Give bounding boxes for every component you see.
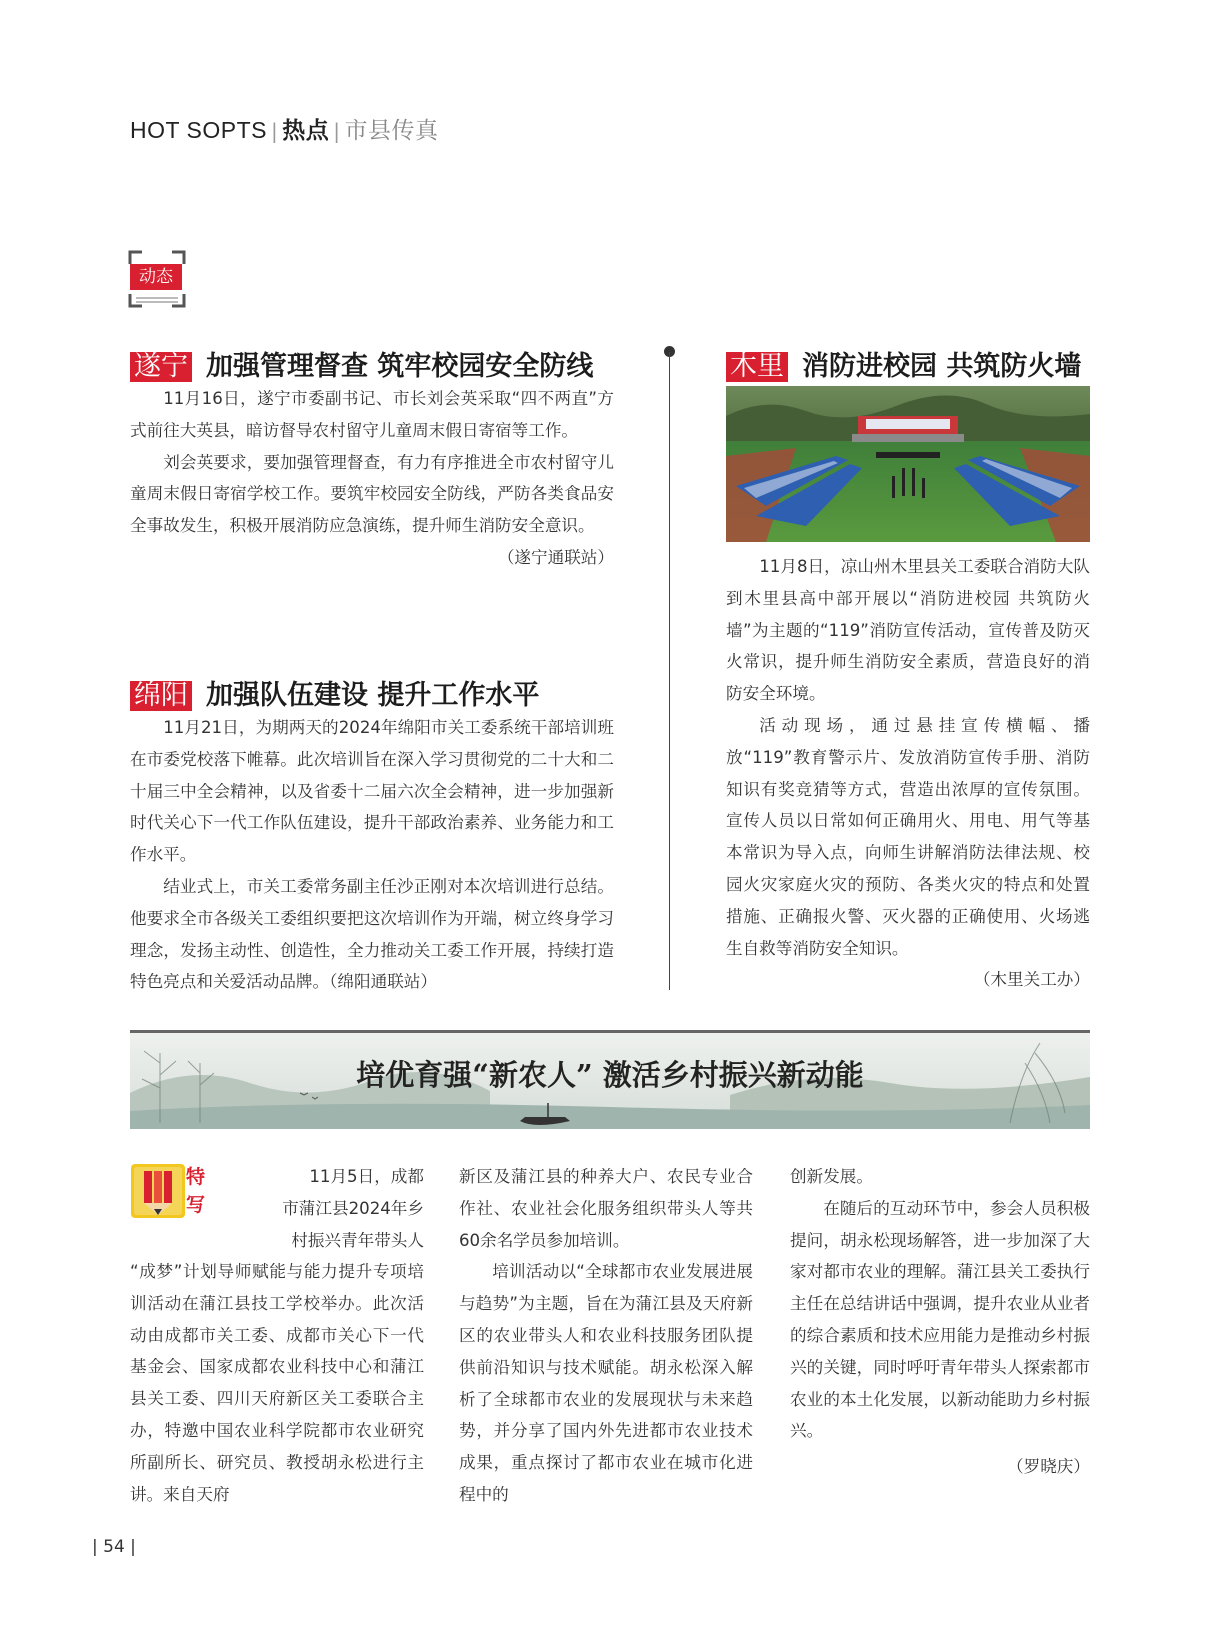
feature-label-char: 写	[186, 1194, 206, 1216]
feature-source: （罗晓庆）	[1007, 1457, 1090, 1477]
article-2-paragraph: 11月21日，为期两天的2024年绵阳市关工委系统干部培训班在市委党校落下帷幕。此次培训旨在深入学习贯彻党的二十大和二十届三中全会精神，以及省委十二届六次全会精神，进一步加强新时代关心下一代工作队伍建设，提升干部政治素养、业务能力和工作水平。	[130, 718, 614, 865]
feature-col1-text: “成梦”计划导师赋能与能力提升专项培训活动在蒲江县技工学校举办。此次活动由成都市关工委、成都市关心下一代基金会、国家成都农业科技中心和蒲江县关工委、四川天府新区关工委联合主办，特邀中国农业科学院都市农业研究所副所长、研究员、教授胡永松进行主讲。来自天府	[130, 1262, 424, 1504]
feature-col3-body	[790, 1161, 1090, 1483]
article-3-paragraph: 活动现场，通过悬挂宣传横幅、播放“119”教育警示片、发放消防宣传手册、消防知识有奖竞猜等方式，营造出浓厚的宣传氛围。宣传人员以日常如何正确用火、用电、用气等基本常识为导入点，向师生讲解消防法律法规、校园火灾家庭火灾的预防、各类火灾的特点和处置措施、正确报火警、灭火器的正确使用、火场逃生自救等消防安全知识。	[726, 715, 1090, 958]
article-1-source: （遂宁通联站）	[497, 547, 614, 567]
feature-col3-paragraph: 在随后的互动环节中，参会人员积极提问，胡永松现场解答，进一步加深了大家对都市农业的理解。蒲江县关工委执行主任在总结讲话中强调，提升农业从业者的综合素质和技术应用能力是推动乡村振兴的关键，同时呼吁青年带头人探索都市农业的本土化发展，以新动能助力乡村振兴。	[790, 1198, 1090, 1441]
article-3-headline	[726, 344, 1081, 383]
feature-banner	[130, 1030, 1090, 1129]
fire-safety-event-photo	[726, 386, 1090, 542]
article-3-body	[726, 551, 1090, 996]
feature-title: 培优育强“新农人” 激活乡村振兴新动能	[356, 1058, 864, 1092]
feature-lead-line: 11月5日，成都	[309, 1167, 424, 1186]
feature-col2-text: 新区及蒲江县的种养大户、农民专业合作社、农业社会化服务组织带头人等共60余名学员参加培训。	[459, 1167, 753, 1250]
article-2-paragraph: 结业式上，市关工委常务副主任沙正刚对本次培训进行总结。他要求全市各级关工委组织要把这次培训作为开端，树立终身学习理念，发扬主动性、创造性，全力推动关工委工作开展，持续打造特色亮点和关爱活动品牌。（绵阳通联站）	[130, 876, 614, 992]
feature-col3-text: 创新发展。	[790, 1167, 873, 1186]
section-category: 市县传真	[344, 118, 439, 144]
article-2-tag: 绵阳	[130, 681, 192, 711]
article-3-paragraph: 11月8日，凉山州木里县关工委联合消防大队到木里县高中部开展以“消防进校园 共筑防火墙”为主题的“119”消防宣传活动，宣传普及防灭火常识，提升师生消防安全素质，营造良好的消防安全环境。	[726, 557, 1090, 704]
article-2-body	[130, 712, 614, 998]
article-1-body	[130, 383, 614, 574]
feature-col2-paragraph: 培训活动以“全球都市农业发展进展与趋势”为主题，旨在为蒲江县及天府新区的农业带头人和农业科技服务团队提供前沿知识与技术赋能。胡永松深入解析了全球都市农业的发展现状与未来趋势，并分享了国内外先进都市农业技术成果，重点探讨了都市农业在城市化进程中的	[459, 1262, 753, 1504]
article-1-paragraph: 11月16日，遂宁市委副书记、市长刘会英采取“四不两直”方式前往大英县，暗访督导农村留守儿童周末假日寄宿等工作。	[130, 389, 614, 440]
feature-label	[186, 1163, 208, 1219]
event-photo-image	[726, 386, 1090, 542]
page-number: | 54 |	[92, 1537, 136, 1557]
feature-label-char: 特	[186, 1166, 206, 1188]
article-2-headline	[130, 673, 539, 712]
header-divider: |	[333, 119, 341, 143]
feature-col1-body	[130, 1256, 424, 1510]
article-3-tag: 木里	[726, 352, 788, 382]
article-2-title: 加强队伍建设 提升工作水平	[206, 680, 540, 711]
article-1-tag: 遂宁	[130, 352, 192, 382]
news-badge	[128, 250, 186, 308]
article-3-source: （木里关工办）	[973, 970, 1090, 990]
column-divider	[669, 352, 670, 990]
running-header	[130, 112, 439, 145]
feature-lead-line: 市蒲江县2024年乡	[282, 1198, 424, 1218]
section-en: HOT SOPTS	[130, 117, 267, 143]
pencil-icon	[130, 1163, 186, 1219]
feature-lead-line: 村振兴青年带头人	[291, 1230, 424, 1250]
header-divider: |	[271, 119, 279, 143]
badge-label: 动态	[130, 264, 182, 290]
article-1-headline	[130, 344, 593, 383]
article-1-paragraph: 刘会英要求，要加强管理督查，有力有序推进全市农村留守儿童周末假日寄宿学校工作。要筑牢校园安全防线，严防各类食品安全事故发生，积极开展消防应急演练，提升师生消防安全意识。	[130, 452, 614, 536]
article-3-title: 消防进校园 共筑防火墙	[802, 351, 1082, 382]
feature-col2-body	[459, 1161, 753, 1511]
article-1-title: 加强管理督查 筑牢校园安全防线	[206, 351, 594, 382]
feature-col1-lead	[250, 1161, 424, 1256]
section-cn: 热点	[282, 117, 330, 144]
